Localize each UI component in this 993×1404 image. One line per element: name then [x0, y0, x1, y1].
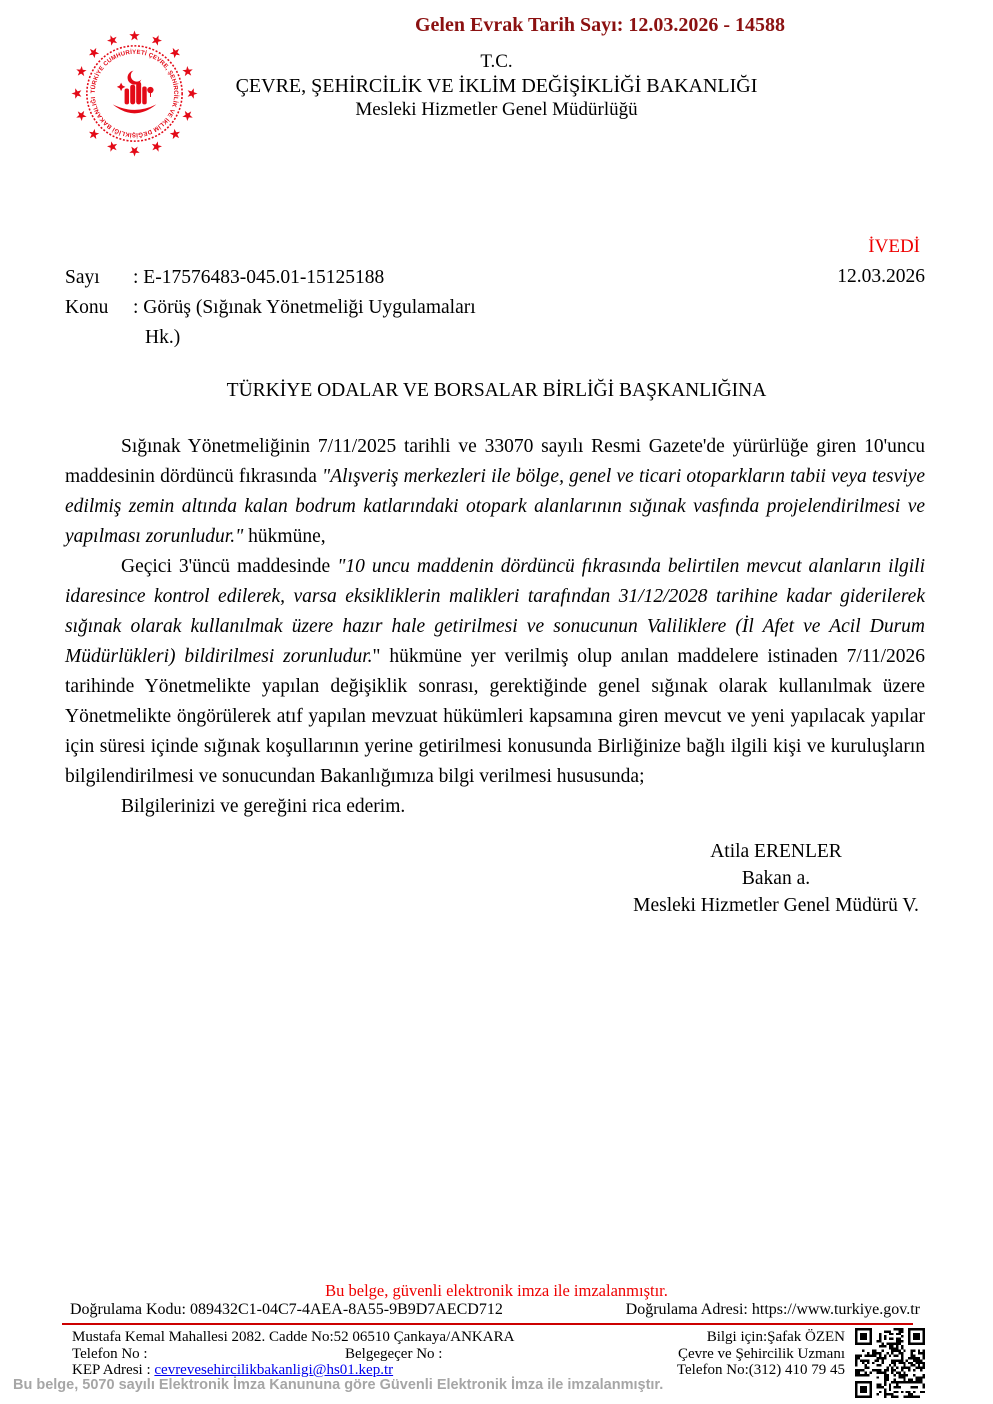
phone-fax-row — [72, 1346, 632, 1363]
paragraph-2: Geçici 3'üncü maddesinde "10 uncu maddenin dördüncü fıkrasında belirtilen mevcut alanların ilgili idaresince kontrol edilerek, varsa eksikliklerin malikleri tarafından 31/12/2028 tarihine kadar giderilerek sığınak olarak kullanılmak üzere hazır hale getirilmesi ve sonucunun Valiliklere (İl Afet ve Acil Durum Müdürlükleri) bildirilmesi zorunludur." hükmüne yer verilmiş olup anılan maddelere istinaden 7/11/2026 tarihinde Yönetmelikte yapılan değişiklik sonrası, gerektiğinde genel sığınak olarak kullanılmak üzere Yönetmelikte öngörülerek atıf yapılan mevzuat hükümleri kapsamına giren mevcut ve yeni yapılacak yapılar için süresi içinde sığınak koşullarının yerine getirilmesi konusunda Birliğinize bağlı ilgili kişi ve kuruluşların bilgilendirilmesi ve sonucundan Bakanlığımıza bilgi verilmesi hususunda; — [65, 556, 925, 787]
footer-divider — [62, 1323, 913, 1325]
verification-row — [70, 1301, 920, 1319]
konu-value — [133, 293, 476, 353]
esign-notice: Bu belge, güvenli elektronik imza ile imzalanmıştır. — [325, 1281, 668, 1300]
kep-address-link[interactable]: cevrevesehircilikbakanligi@hs01.kep.tr — [154, 1362, 394, 1378]
contact-phone: Telefon No:(312) 410 79 45 — [676, 1362, 845, 1378]
footer-contact-block — [677, 1329, 845, 1379]
incoming-document-stamp: Gelen Evrak Tarih Sayı: 12.03.2026 - 14588 — [414, 14, 786, 36]
closing-line: Bilgilerinizi ve gereğini rica ederim. — [121, 796, 406, 817]
logo-circular-text: TÜRKİYE CUMHURİYETİ ÇEVRE, ŞEHİRCİLİK VE İKLİM DEĞİŞİKLİĞİ BAKANLIĞI — [90, 49, 179, 138]
paragraph-1: Sığınak Yönetmeliğinin 7/11/2025 tarihli ve 33070 sayılı Resmi Gazete'de yürürlüğe giren 10'uncu maddesinin dördüncü fıkrasında "Alışveriş merkezleri ile bölge, genel ve ticari otoparkların tabii veya tesviye edilmiş zemin altında kalan bodrum katlarındaki otopark alanlarının sığınak vasfında projelendirilmesi ve yapılması zorunludur." hükmüne, — [65, 436, 925, 547]
kep-label: KEP Adresi : — [72, 1362, 155, 1378]
letterhead-directorate: Mesleki Hizmetler Genel Müdürlüğü — [355, 99, 638, 120]
contact-name: Bilgi için:Şafak ÖZEN — [706, 1329, 845, 1345]
letterhead-tc: T.C. — [480, 51, 513, 72]
phone-label: Telefon No : — [72, 1345, 148, 1362]
urgency-label: İVEDİ — [868, 236, 920, 257]
letter-body — [65, 432, 925, 822]
signer-title-1: Bakan a. — [741, 868, 811, 889]
qr-code-icon — [855, 1328, 925, 1398]
letterhead — [0, 50, 993, 122]
konu-value-line2: Hk.) — [145, 327, 181, 348]
verification-code: Doğrulama Kodu: 089432C1-04C7-4AEA-8A55-9B9D7AECD712 — [70, 1301, 503, 1318]
signature-block — [633, 838, 919, 919]
sayi-label: Sayı — [65, 267, 100, 288]
contact-title: Çevre ve Şehircilik Uzmanı — [677, 1345, 845, 1362]
legal-notice: Bu belge, 5070 sayılı Elektronik İmza Kanununa göre Güvenli Elektronik İmza ile imzalanmıştır. — [13, 1377, 664, 1393]
konu-row — [65, 293, 476, 353]
footer-address-block — [72, 1329, 632, 1379]
letterhead-ministry: ÇEVRE, ŞEHİRCİLİK VE İKLİM DEĞİŞİKLİĞİ BAKANLIĞI — [235, 75, 758, 97]
konu-label: Konu — [65, 297, 109, 318]
signer-title-2: Mesleki Hizmetler Genel Müdürü V. — [633, 895, 919, 916]
ministry-address: Mustafa Kemal Mahallesi 2082. Cadde No:52 06510 Çankaya/ANKARA — [72, 1329, 515, 1345]
fax-label: Belgegeçer No : — [345, 1345, 443, 1362]
document-meta — [65, 263, 476, 353]
konu-value-line1: : Görüş (Sığınak Yönetmeliği Uygulamaları — [133, 297, 476, 318]
signer-name: Atila ERENLER — [710, 841, 842, 862]
sayi-value: : E-17576483-045.01-15125188 — [133, 267, 385, 288]
addressee: TÜRKİYE ODALAR VE BORSALAR BİRLİĞİ BAŞKANLIĞINA — [226, 380, 767, 401]
document-date: 12.03.2026 — [837, 266, 925, 287]
verification-address: Doğrulama Adresi: https://www.turkiye.gov.tr — [625, 1301, 920, 1318]
sayi-row — [65, 263, 476, 293]
